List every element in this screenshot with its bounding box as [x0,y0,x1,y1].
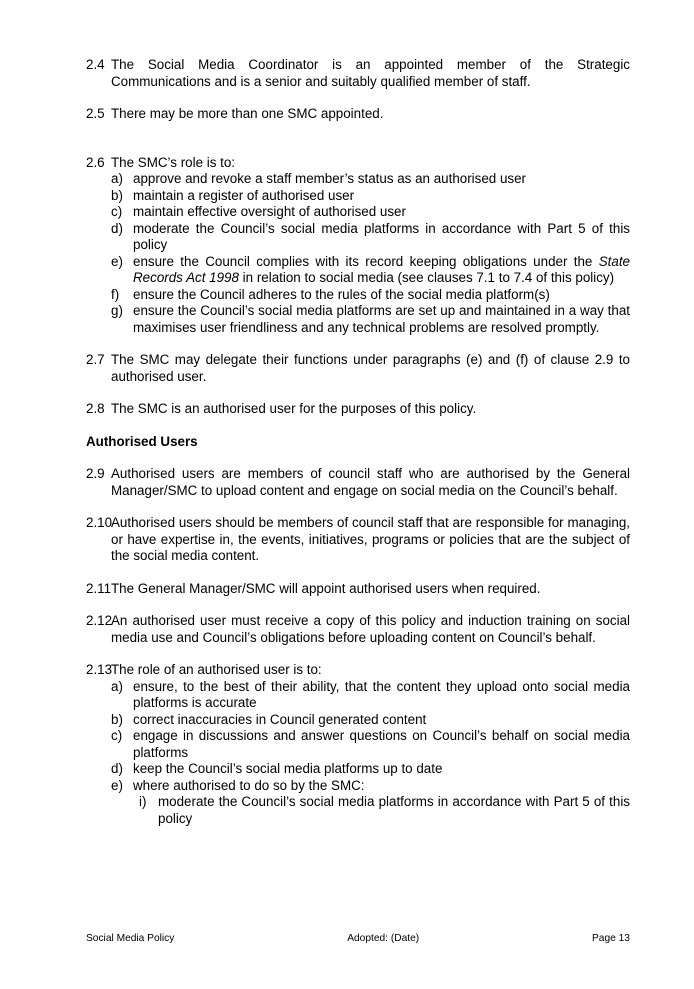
clause-text: The Social Media Coordinator is an appointed member of the Strategic Communications and is a senior and suitably qualified member of staff. [111,57,630,89]
list-item [111,761,630,778]
item-text: engage in discussions and answer questions on Council’s behalf on social media platforms [133,728,630,760]
list-item [111,679,630,712]
item-text: ensure, to the best of their ability, that the content they upload onto social media platforms is accurate [133,678,630,710]
clause-number: 2.5 [86,106,105,121]
item-label: e) [111,777,123,793]
list-item [111,221,630,254]
item-text: maintain a register of authorised user [133,187,355,203]
item-label: a) [111,171,123,186]
clause-2-11 [86,581,630,598]
clause-text: The SMC’s role is to: [111,154,236,170]
item-label: a) [111,678,123,694]
clause-2-13 [86,662,630,827]
clause-2-6 [86,155,630,337]
item-text: keep the Council’s social media platforms up to date [133,761,443,776]
clause-2-12 [86,613,630,646]
clause-2-8 [86,401,630,418]
page-footer [86,933,630,944]
footer-adopted-date: Adopted: (Date) [347,933,420,944]
list-item [111,254,630,287]
clause-text: The SMC is an authorised user for the purposes of this policy. [111,401,477,416]
item-label: d) [111,220,123,236]
item-text: ensure the Council adheres to the rules of the social media platform(s) [133,286,550,302]
item-label: b) [111,187,123,203]
clause-number: 2.7 [86,352,105,367]
clause-text: An authorised user must receive a copy of this policy and induction training on social media use and Council’s obligations before uploading content on Council’s behalf. [111,613,630,645]
item-label: g) [111,303,123,318]
item-label: c) [111,728,123,743]
item-text: maintain effective oversight of authorised user [133,204,406,219]
act-title: State Records Act 1998 [133,253,630,285]
item-text: where authorised to do so by the SMC: [133,777,365,793]
clause-2-4 [86,57,630,90]
clause-text: There may be more than one SMC appointed. [111,106,384,121]
list-item [111,204,630,221]
clause-2-7 [86,352,630,385]
item-label: f) [111,286,120,302]
clause-text: The role of an authorised user is to: [111,662,322,677]
item-text: correct inaccuracies in Council generated content [133,711,427,727]
clause-2-5 [86,106,630,123]
item-label: d) [111,761,123,776]
clause-number: 2.13 [86,662,113,677]
item-label: e) [111,253,123,269]
item-text: approve and revoke a staff member’s status as an authorised user [133,171,527,186]
clause-number: 2.6 [86,154,105,170]
item-label: i) [139,794,147,809]
item-text: in relation to social media (see clauses 7.1 to 7.4 of this policy) [238,270,615,285]
sub-list [111,679,630,828]
list-item [111,728,630,761]
section-heading: Authorised Users [86,433,198,449]
footer-page-number: Page 13 [592,933,630,944]
clause-number: 2.12 [86,613,113,628]
clause-number: 2.8 [86,401,105,416]
clause-number: 2.11 [86,580,112,596]
page-content [86,57,630,827]
list-item [111,712,630,729]
clause-number: 2.10 [86,515,113,530]
item-label: c) [111,204,123,219]
list-item [111,188,630,205]
clause-text: Authorised users should be members of council staff that are responsible for managing, or have expertise in, the events, initiatives, programs or policies that are the subject of the social media content. [111,515,630,563]
item-label: b) [111,711,123,727]
clause-text: The General Manager/SMC will appoint authorised users when required. [111,580,541,596]
clause-number: 2.4 [86,57,105,72]
sub-list [111,171,630,336]
clause-text: Authorised users are members of council staff who are authorised by the General Manager/SMC to upload content and engage on social media on the Council’s behalf. [111,466,630,498]
clause-2-9 [86,466,630,499]
item-text: moderate the Council’s social media platforms in accordance with Part 5 of this policy [133,220,630,252]
list-item [111,171,630,188]
footer-document-title: Social Media Policy [86,933,175,944]
clause-2-10 [86,515,630,565]
clause-text: The SMC may delegate their functions under paragraphs (e) and (f) of clause 2.9 to authorised user. [111,352,630,384]
item-text: ensure the Council complies with its record keeping obligations under the [133,253,599,269]
list-item [133,794,630,827]
sub-sub-list [133,794,630,827]
list-item [111,303,630,336]
item-text: moderate the Council’s social media platforms in accordance with Part 5 of this policy [158,794,630,826]
list-item [111,287,630,304]
list-item [111,778,630,828]
clause-number: 2.9 [86,466,105,481]
item-text: ensure the Council’s social media platforms are set up and maintained in a way that maximises user friendliness and any technical problems are resolved promptly. [133,303,630,335]
